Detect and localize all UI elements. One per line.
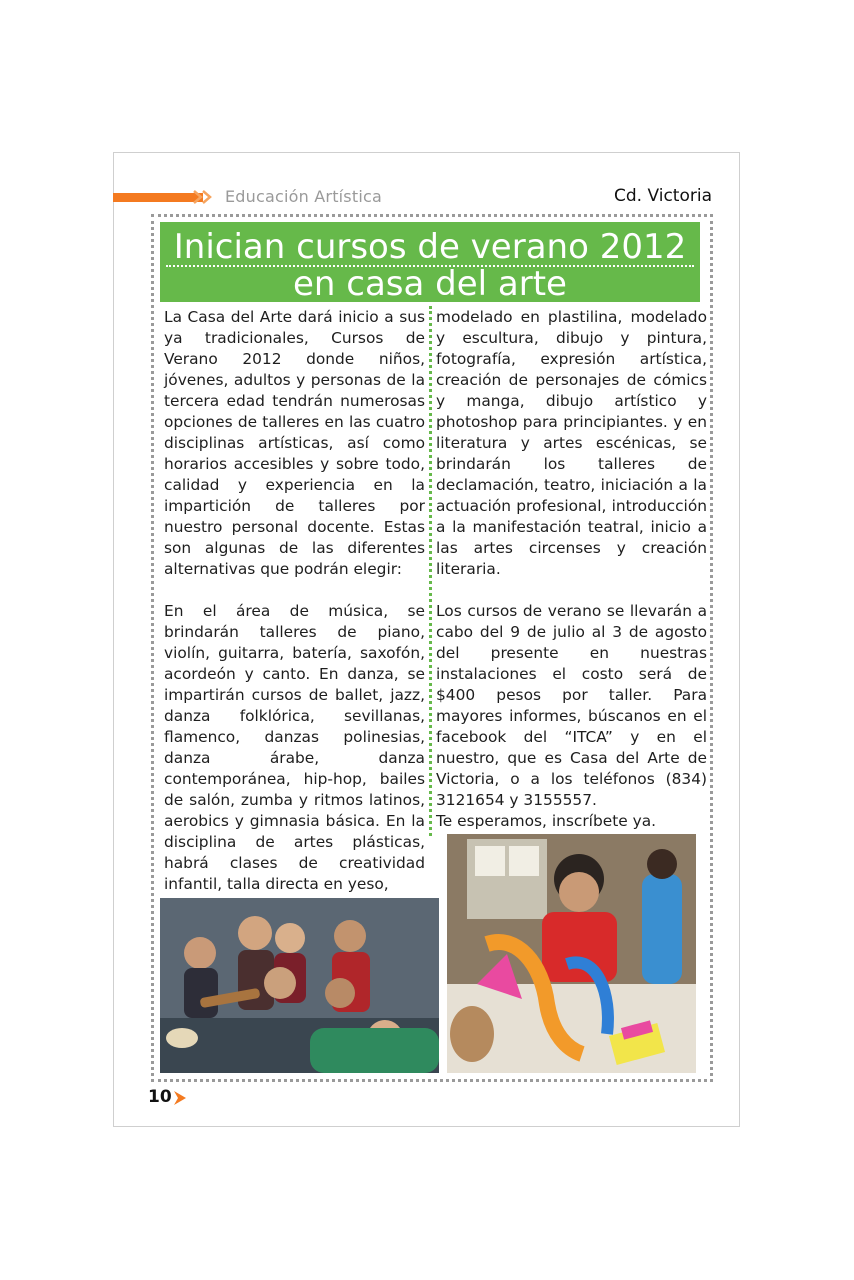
city-label: Cd. Victoria	[614, 186, 712, 206]
headline-line-1: Inician cursos de verano 2012	[173, 227, 687, 267]
left-column	[164, 307, 425, 895]
left-paragraph-1: La Casa del Arte dará inicio a sus ya tradicionales, Cursos de Verano 2012 donde niños, jóvenes, adultos y personas de la tercera edad tendrán numerosas opciones de talleres en las cuatro disciplinas artísticas, así como horarios accesibles y sobre todo, calidad y experiencia en la impartición de talleres por nuestro personal docente. Estas son algunas de las diferentes alternativas que podrán elegir:	[164, 308, 425, 578]
page-number: 10	[148, 1087, 172, 1107]
column-divider	[429, 306, 432, 836]
left-paragraph-2: En el área de música, se brindarán talleres de piano, violín, guitarra, batería, saxofón, acordeón y canto. En danza, se impartirán cursos de ballet, jazz, danza folklórica, sevillanas, flamenco, danzas polinesias, danza árabe, danza contemporánea, hip-hop, bailes de salón, zumba y ritmos latinos, aerobics y gimnasia básica. En la disciplina de artes plásticas, habrá clases de creatividad infantil, talla directa en yeso,	[164, 602, 425, 893]
child-sculpture-photo-illustration	[447, 834, 696, 1073]
headline-line-2: en casa del arte	[293, 264, 567, 304]
headline-box	[160, 222, 700, 302]
right-paragraph-2: Los cursos de verano se llevarán a cabo del 9 de julio al 3 de agosto del presente en nuestras instalaciones el costo será de $400 pesos por taller. Para mayores informes, búscanos en el facebook del “ITCA” y en el nuestro, que es Casa del Arte de Victoria, o a los teléfonos (834) 3121654 y 3155557.	[436, 602, 707, 809]
section-label: Educación Artística	[225, 187, 382, 206]
right-paragraph-3: Te esperamos, inscríbete ya.	[436, 812, 657, 830]
right-paragraph-1: modelado en plastilina, modelado y escultura, dibujo y pintura, fotografía, expresión artística, creación de personajes de cómics y manga, dibujo artístico y photoshop para principiantes. y en literatura y artes escénicas, se brindarán los talleres de declamación, teatro, iniciación a la actuación profesional, introducción a la manifestación teatral, inicio a las artes circenses y creación literaria.	[436, 308, 707, 578]
right-column	[436, 307, 707, 832]
students-photo	[160, 898, 439, 1073]
child-sculpture-photo	[447, 834, 696, 1073]
students-photo-illustration	[160, 898, 439, 1073]
double-chevron-icon	[190, 187, 224, 207]
page-arrow-icon	[172, 1089, 188, 1107]
